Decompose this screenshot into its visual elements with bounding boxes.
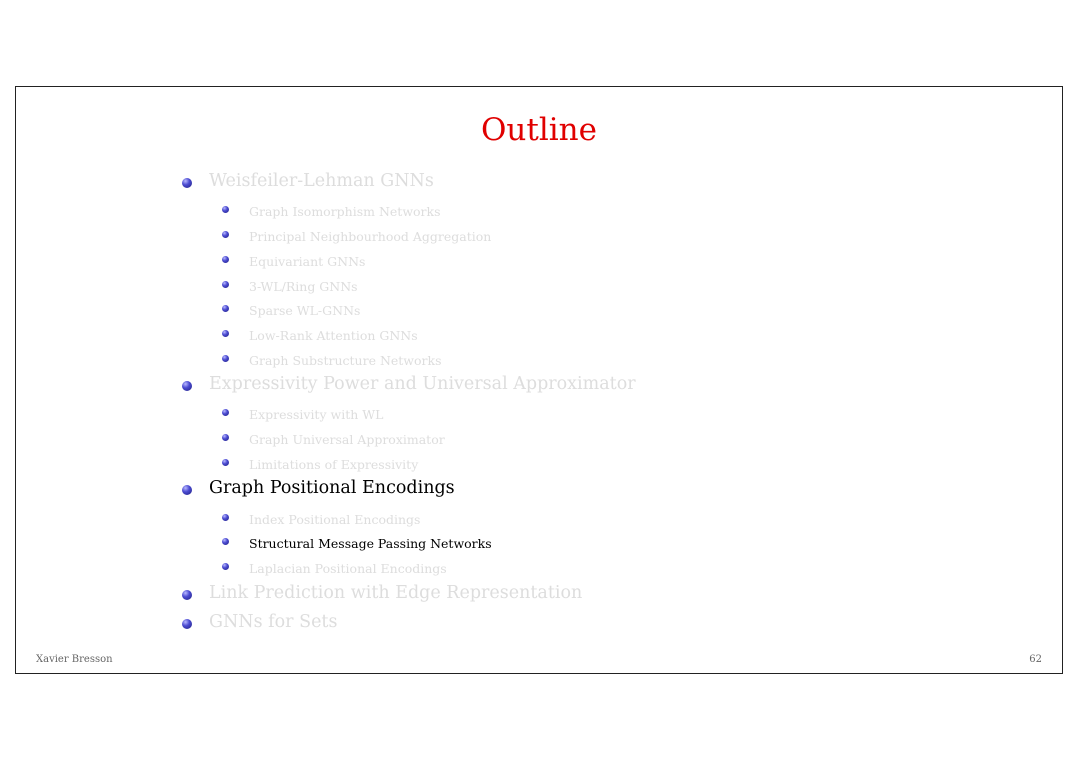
outline-item-label: Graph Positional Encodings	[209, 478, 455, 499]
outline-subsection-item	[249, 327, 418, 343]
page-number: 62	[1029, 654, 1042, 665]
bullet-icon	[182, 381, 192, 391]
outline-subsection-item	[249, 560, 447, 576]
bullet-icon	[182, 619, 192, 629]
outline-section-item	[209, 480, 455, 498]
outline-item-label: Structural Message Passing Networks	[249, 536, 492, 552]
outline-subsection-item	[249, 431, 445, 447]
bullet-icon	[182, 590, 192, 600]
bullet-icon	[222, 305, 229, 312]
bullet-icon	[222, 563, 229, 570]
outline-item-label: Expressivity with WL	[249, 407, 384, 423]
outline-item-label: Equivariant GNNs	[249, 254, 366, 270]
outline-item-label: Link Prediction with Edge Representation	[209, 583, 583, 604]
bullet-icon	[222, 330, 229, 337]
outline-subsection-item	[249, 352, 442, 368]
outline-item-label: Graph Substructure Networks	[249, 353, 442, 369]
outline-subsection-item	[249, 228, 491, 244]
slide-title: Outline	[481, 112, 597, 148]
bullet-icon	[182, 485, 192, 495]
outline-subsection-item	[249, 456, 418, 472]
outline-item-label: Limitations of Expressivity	[249, 457, 419, 473]
outline-item-label: Graph Universal Approximator	[249, 432, 445, 448]
outline-item-label: Sparse WL-GNNs	[249, 303, 361, 319]
outline-item-label: Expressivity Power and Universal Approximator	[209, 374, 636, 395]
footer-author: Xavier Bresson	[36, 654, 113, 665]
outline-section-item	[209, 173, 434, 191]
outline-item-label: Graph Isomorphism Networks	[249, 204, 441, 220]
outline-subsection-item	[249, 302, 360, 318]
outline-item-label: 3-WL/Ring GNNs	[249, 279, 358, 295]
outline-item-label: Weisfeiler-Lehman GNNs	[209, 171, 434, 192]
bullet-icon	[222, 538, 229, 545]
outline-item-label: Laplacian Positional Encodings	[249, 561, 447, 577]
outline-item-label: Principal Neighbourhood Aggregation	[249, 229, 492, 245]
bullet-icon	[222, 514, 229, 521]
outline-subsection-item	[249, 253, 365, 269]
bullet-icon	[222, 355, 229, 362]
outline-subsection-item	[249, 406, 383, 422]
outline-subsection-item	[249, 511, 420, 527]
bullet-icon	[222, 206, 229, 213]
bullet-icon	[222, 281, 229, 288]
bullet-icon	[222, 256, 229, 263]
outline-section-item	[209, 585, 582, 603]
bullet-icon	[182, 178, 192, 188]
outline-item-label: Index Positional Encodings	[249, 512, 421, 528]
bullet-icon	[222, 459, 229, 466]
outline-list	[16, 87, 1062, 673]
slide	[15, 86, 1063, 674]
outline-item-label: Low-Rank Attention GNNs	[249, 328, 418, 344]
outline-subsection-item	[249, 535, 492, 551]
outline-section-item	[209, 614, 337, 632]
bullet-icon	[222, 434, 229, 441]
outline-item-label: GNNs for Sets	[209, 612, 338, 633]
outline-subsection-item	[249, 203, 441, 219]
bullet-icon	[222, 409, 229, 416]
bullet-icon	[222, 231, 229, 238]
outline-section-item	[209, 376, 636, 394]
outline-subsection-item	[249, 278, 358, 294]
